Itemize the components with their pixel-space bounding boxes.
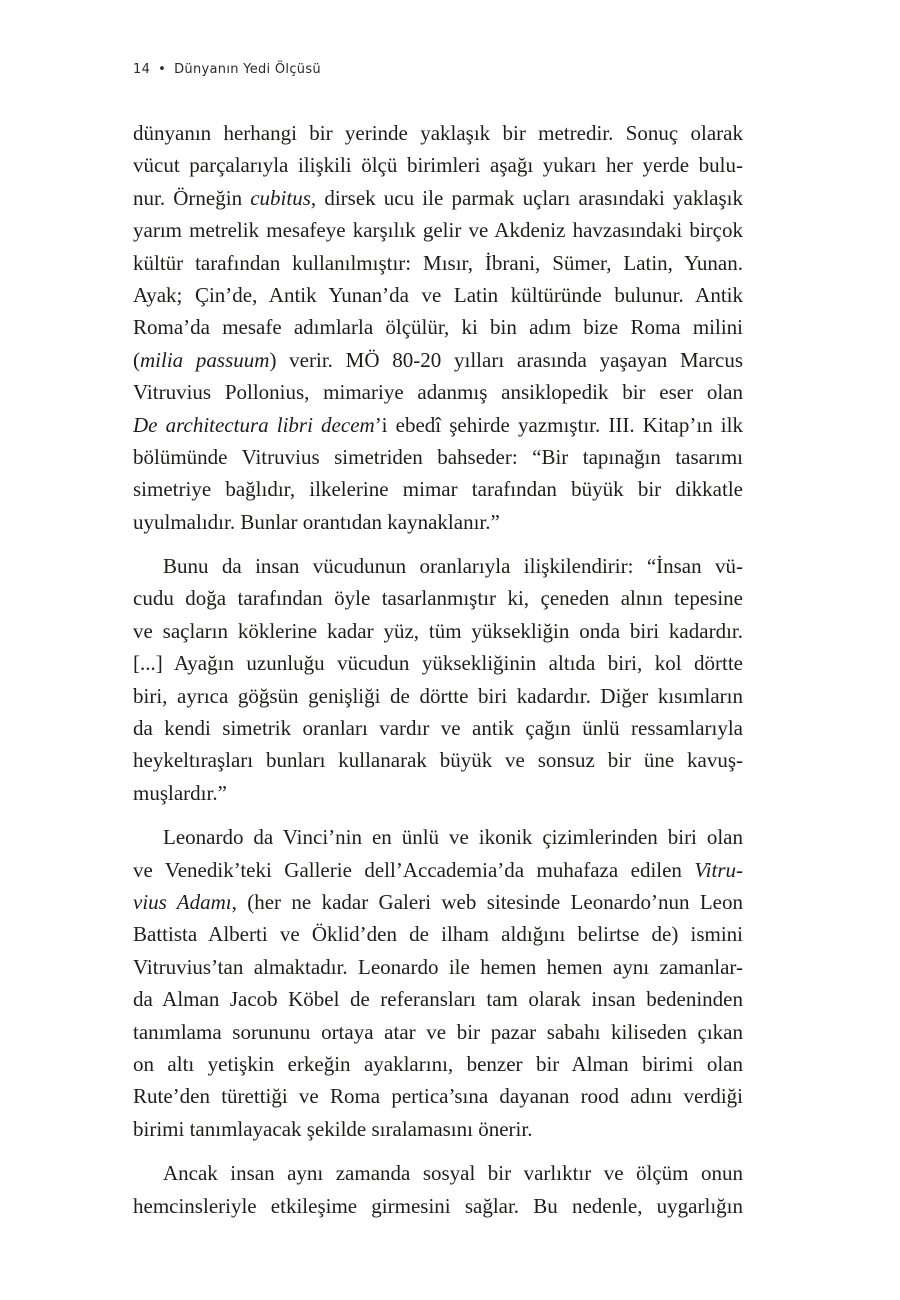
text-line: Bunu da insan vücudunun oranlarıyla ilişkilendirir: “İnsan vü- xyxy=(163,554,743,579)
body-text xyxy=(133,117,743,1234)
text-line: dünyanın herhangi bir yerinde yaklaşık bir metredir. Sonuç olarak xyxy=(133,121,743,145)
text-line: Vitruvius’tan almaktadır. Leonardo ile hemen hemen aynı zamanlar- xyxy=(133,954,743,979)
running-head xyxy=(133,62,321,77)
text-line: Ancak insan aynı zamanda sosyal bir varlıktır ve ölçüm onun xyxy=(163,1161,743,1186)
text-line: Vitruvius Pollonius, mimariye adanmış ansiklopedik bir eser olan xyxy=(133,380,743,405)
paragraph xyxy=(133,550,743,809)
text-line: hemcinsleriyle etkileşime girmesini sağlar. Bu nedenle, uygarlığın xyxy=(133,1193,743,1218)
text-line: [...] Ayağın uzunluğu vücudun yüksekliğinin altıda biri, kol dörtte xyxy=(133,651,743,676)
italic-term: milia passuum xyxy=(140,347,270,372)
text-line: Battista Alberti ve Öklid’den de ilham aldığını belirtse de) ismini xyxy=(133,922,743,947)
book-title: Dünyanın Yedi Ölçüsü xyxy=(174,62,321,77)
text-line: muşlardır.” xyxy=(133,780,227,805)
text-line: cudu doğa tarafından öyle tasarlanmıştır ki, çeneden alnın tepesine xyxy=(133,586,743,611)
text-line: (milia passuum) verir. MÖ 80-20 yılları arasında yaşayan Marcus xyxy=(133,347,743,372)
text-line: simetriye bağlıdır, ilkelerine mimar tarafından büyük bir dikkatle xyxy=(133,477,743,502)
text-line: biri, ayrıca göğsün genişliği de dörtte biri kadardır. Diğer kısımların xyxy=(133,683,743,708)
bullet-separator: • xyxy=(158,62,167,77)
text-line: vücut parçalarıyla ilişkili ölçü birimleri aşağı yukarı her yerde bulu- xyxy=(133,153,743,178)
text-line: on altı yetişkin erkeğin ayaklarını, benzer bir Alman birimi olan xyxy=(133,1051,743,1076)
text-line: birimi tanımlayacak şekilde sıralamasını önerir. xyxy=(133,1116,533,1141)
italic-term: cubitus xyxy=(250,185,311,210)
text-line: kültür tarafından kullanılmıştır: Mısır, İbrani, Sümer, Latin, Yunan. xyxy=(133,250,743,275)
text-line: ve Venedik’teki Gallerie dell’Accademia’da muhafaza edilen Vitru- xyxy=(133,857,743,882)
paragraph xyxy=(133,1157,743,1222)
text-line: tanımlama sorununu ortaya atar ve bir pazar sabahı kiliseden çıkan xyxy=(133,1019,743,1044)
page-number: 14 xyxy=(133,62,151,77)
italic-term: De architectura libri decem xyxy=(133,412,375,437)
text-line: yarım metrelik mesafeye karşılık gelir ve Akdeniz havzasındaki birçok xyxy=(133,218,743,243)
text-line: heykeltıraşları bunları kullanarak büyük ve sonsuz bir üne kavuş- xyxy=(133,748,743,773)
text-line: bölümünde Vitruvius simetriden bahseder: “Bir tapınağın tasarımı xyxy=(133,444,743,469)
text-line: nur. Örneğin cubitus, dirsek ucu ile parmak uçları arasındaki yaklaşık xyxy=(133,185,743,210)
text-line: Roma’da mesafe adımlarla ölçülür, ki bin adım bize Roma milini xyxy=(133,315,743,340)
italic-term: Vitru- xyxy=(694,857,743,882)
text-line: vius Adamı, (her ne kadar Galeri web sitesinde Leonardo’nun Leon xyxy=(133,889,744,914)
text-line: Rute’den türettiği ve Roma pertica’sına dayanan rood adını verdiği xyxy=(133,1084,743,1109)
italic-term: vius Adamı xyxy=(133,889,232,914)
text-line: Ayak; Çin’de, Antik Yunan’da ve Latin kültüründe bulunur. Antik xyxy=(133,282,743,307)
text-line: uyulmalıdır. Bunlar orantıdan kaynaklanır.” xyxy=(133,509,500,534)
text-line: De architectura libri decem’i ebedî şehirde yazmıştır. III. Kitap’ın ilk xyxy=(133,412,743,437)
text-line: da kendi simetrik oranları vardır ve antik çağın ünlü ressamlarıyla xyxy=(133,716,743,741)
text-line: ve saçların köklerine kadar yüz, tüm yüksekliğin onda biri kadardır. xyxy=(133,618,743,643)
text-line: Leonardo da Vinci’nin en ünlü ve ikonik çizimlerinden biri olan xyxy=(163,825,743,850)
paragraph xyxy=(133,117,743,538)
text-line: da Alman Jacob Köbel de referansları tam olarak insan bedeninden xyxy=(133,987,743,1012)
paragraph xyxy=(133,821,743,1145)
